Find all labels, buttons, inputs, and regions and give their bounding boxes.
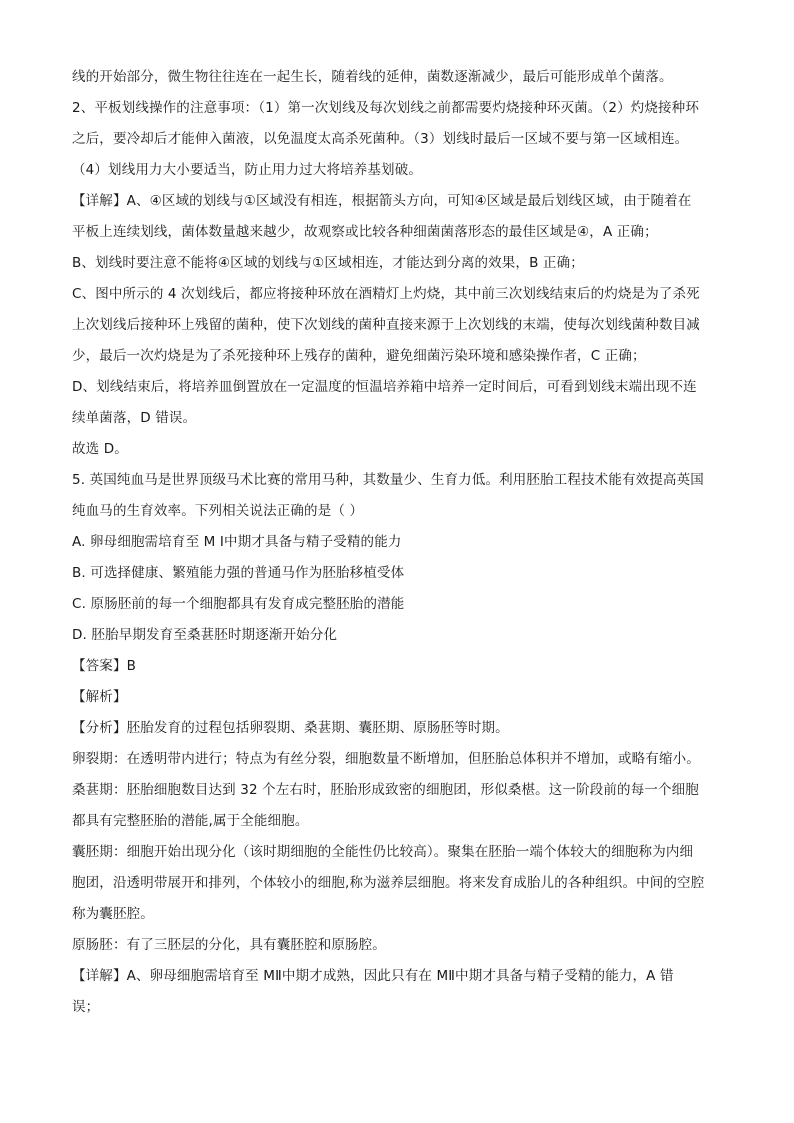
text-line: 桑葚期：胚胎细胞数目达到 32 个左右时，胚胎形成致密的细胞团，形似桑椹。这一阶段前的每一个细胞 [72,782,699,798]
text-line: 【分析】胚胎发育的过程包括卵裂期、桑葚期、囊胚期、原肠胚等时期。 [72,720,509,736]
option-a: A. 卵母细胞需培育至 M Ⅰ中期才具备与精子受精的能力 [72,534,402,550]
text-line: 原肠胚：有了三胚层的分化，具有囊胚腔和原肠腔。 [72,937,386,953]
text-line: 胞团，沿透明带展开和排列，个体较小的细胞,称为滋养层细胞。将来发育成胎儿的各种组织。中间的空腔 [72,875,705,891]
text-line: 卵裂期：在透明带内进行；特点为有丝分裂，细胞数量不断增加，但胚胎总体积并不增加，或略有缩小。 [72,751,700,767]
text-line: 少，最后一次灼烧是为了杀死接种环上残存的菌种，避免细菌污染环境和感染操作者，C 正确； [72,348,646,364]
text-line: 故选 D。 [72,441,128,457]
text-line: 平板上连续划线，菌体数量越来越少，故观察或比较各种细菌菌落形态的最佳区域是④，A 正确； [72,224,658,240]
analysis-label: 【解析】 [72,689,127,705]
text-line: C、图中所示的 4 次划线后，都应将接种环放在酒精灯上灼烧，其中前三次划线结束后的灼烧是为了杀死 [72,286,700,302]
question-text: 纯血马的生育效率。下列相关说法正确的是（ ） [72,503,364,519]
option-c: C. 原肠胚前的每一个细胞都具有发育成完整胚胎的潜能 [72,596,405,612]
text-line: 误； [72,999,100,1015]
text-line: 之后，要冷却后才能伸入菌液，以免温度太高杀死菌种。（3）划线时最后一区域不要与第一区域相连。 [72,131,689,147]
text-line: 囊胚期：细胞开始出现分化（该时期细胞的全能性仍比较高）。聚集在胚胎一端个体较大的细胞称为内细 [72,844,694,860]
text-line: 都具有完整胚胎的潜能,属于全能细胞。 [72,813,309,829]
question-text: 5. 英国纯血马是世界顶级马术比赛的常用马种，其数量少、生育力低。利用胚胎工程技术能有效提高英国 [72,472,704,488]
option-b: B. 可选择健康、繁殖能力强的普通马作为胚胎移植受体 [72,565,405,581]
text-line: 【详解】A、卵母细胞需培育至 MⅡ中期才成熟，因此只有在 MⅡ中期才具备与精子受精的能力，A 错 [72,968,674,984]
text-line: 上次划线后接种环上残留的菌种，使下次划线的菌种直接来源于上次划线的末端，使每次划线菌种数目减 [72,317,700,333]
text-line: B、划线时要注意不能将④区域的划线与①区域相连，才能达到分离的效果，B 正确； [72,255,584,271]
text-line: 【详解】A、④区域的划线与①区域没有相连，根据箭头方向，可知④区域是最后划线区域，由于随着在 [72,193,692,209]
text-line: 线的开始部分，微生物往往连在一起生长，随着线的延伸，菌数逐渐减少，最后可能形成单个菌落。 [72,69,673,85]
text-line: （4）划线用力大小要适当，防止用力过大将培养基划破。 [72,162,422,178]
text-line: 2、平板划线操作的注意事项：（1）第一次划线及每次划线之前都需要灼烧接种环灭菌。（2）灼烧接种环 [72,100,699,116]
answer-label: 【答案】B [72,658,137,674]
text-line: 称为囊胚腔。 [72,906,154,922]
text-line: D、划线结束后，将培养皿倒置放在一定温度的恒温培养箱中培养一定时间后，可看到划线末端出现不连 [72,379,697,395]
text-line: 续单菌落，D 错误。 [72,410,197,426]
option-d: D. 胚胎早期发育至桑葚胚时期逐渐开始分化 [72,627,338,643]
